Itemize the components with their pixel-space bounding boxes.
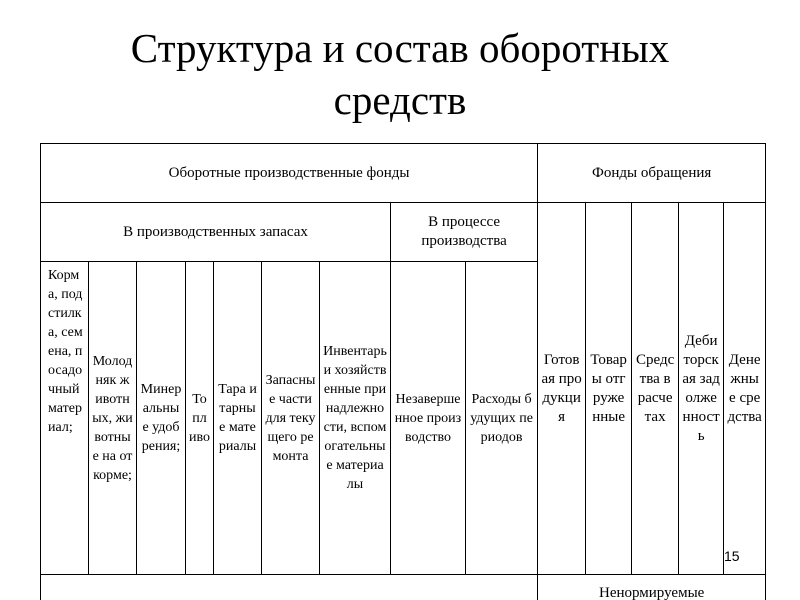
bottom-row-unnormalized: Ненормируемые — [538, 575, 766, 600]
col-wip: Незавершенное производство — [391, 262, 466, 575]
col-shipped-goods: Товары отгруженные — [586, 203, 632, 575]
header-production-funds: Оборотные производственные фонды — [41, 144, 538, 203]
col-inventory: Инвентарь и хозяйственные принадлежности, вспомогательные материалы — [320, 262, 391, 575]
structure-table-wrapper — [40, 143, 765, 600]
col-young-animals: Молодняк животных, животные на откорме; — [89, 262, 137, 575]
col-fertilizers: Минеральные удобрения; — [137, 262, 186, 575]
col-cash: Денежные средства — [724, 203, 766, 575]
slide-title-line-1: Структура и состав оборотных — [130, 25, 670, 71]
col-containers: Тара и тарные материалы — [214, 262, 262, 575]
slide-title-line-2: средств — [333, 77, 467, 123]
col-finished-products: Готовая продукция — [538, 203, 586, 575]
col-spare-parts: Запасные части для текущего ремонта — [262, 262, 320, 575]
header-in-process: В процессе производства — [391, 203, 538, 262]
bottom-row-empty — [41, 575, 538, 600]
slide-title — [0, 22, 800, 126]
col-receivables: Дебиторская задолженность — [679, 203, 724, 575]
structure-table — [40, 143, 766, 600]
col-feed: Корма, подстилка, семена, посадочный материал; — [41, 262, 89, 575]
col-future-expenses: Расходы будущих периодов — [466, 262, 538, 575]
header-circulation-funds: Фонды обращения — [538, 144, 766, 203]
col-fuel: Топливо — [186, 262, 214, 575]
col-settlement-funds: Средства в расчетах — [632, 203, 679, 575]
page-number: 15 — [724, 548, 740, 564]
header-in-stock: В производственных запасах — [41, 203, 391, 262]
